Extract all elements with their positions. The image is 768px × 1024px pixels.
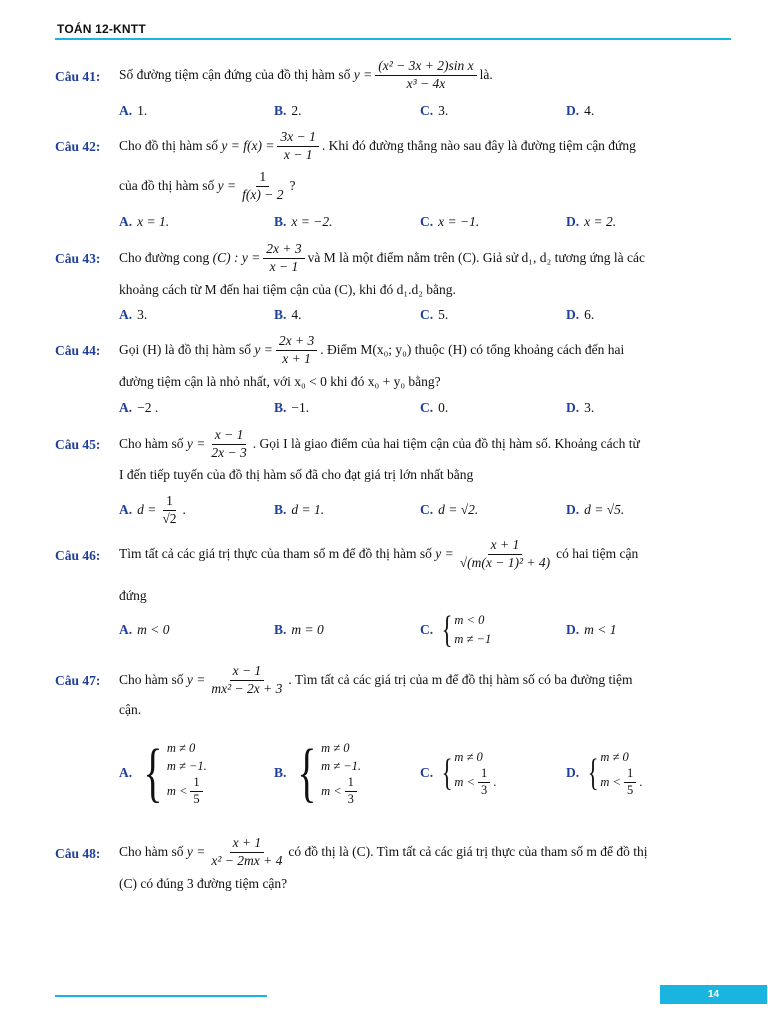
- denominator: 3: [480, 782, 488, 797]
- system-line: m ≠ −1.: [321, 759, 362, 774]
- numerator: x + 1: [488, 538, 523, 555]
- denominator: f(x) − 2: [242, 186, 284, 202]
- option-letter: D.: [566, 765, 580, 780]
- numerator: x − 1: [212, 428, 247, 445]
- denominator: x³ − 4x: [406, 75, 446, 91]
- option-d[interactable]: [566, 100, 594, 122]
- header-title: TOÁN 12-KNTT: [57, 22, 146, 36]
- option-letter: C.: [420, 400, 434, 415]
- answer-options: [119, 726, 719, 820]
- numerator: x + 1: [230, 836, 265, 853]
- system-lines: [600, 749, 642, 798]
- denominator: 3: [347, 791, 354, 806]
- question-label: Câu 45:: [55, 437, 101, 452]
- answer-options: [119, 100, 719, 122]
- option-text: x = 1.: [137, 214, 170, 229]
- answer-options: [119, 304, 719, 326]
- fraction: [375, 59, 476, 92]
- question-text: [119, 334, 624, 367]
- option-d[interactable]: [566, 397, 594, 419]
- option-letter: D.: [566, 622, 580, 637]
- fraction: [345, 776, 357, 807]
- question-label: Câu 48:: [55, 846, 101, 861]
- option-text: 3.: [584, 400, 595, 415]
- option-b[interactable]: [274, 100, 302, 122]
- function-name: y =: [217, 178, 237, 194]
- option-text: d = √5.: [584, 502, 625, 517]
- system-line: [321, 776, 361, 807]
- fraction: [208, 428, 249, 461]
- question-text: [119, 588, 147, 604]
- text: khoảng cách từ M đến hai tiệm cận của (C), khi đó d₁.d₂ bằng.: [119, 282, 456, 297]
- fraction: [263, 242, 304, 275]
- header-rule: [55, 38, 731, 40]
- system-lines: [321, 740, 361, 807]
- option-text: d = √2.: [438, 502, 479, 517]
- option-d[interactable]: [566, 726, 642, 820]
- option-b[interactable]: [274, 493, 324, 527]
- option-letter: B.: [274, 765, 287, 780]
- question-text: [119, 170, 295, 203]
- text: là.: [479, 67, 493, 83]
- fraction: [208, 836, 285, 869]
- function-name: y =: [254, 342, 273, 358]
- option-c[interactable]: [420, 610, 491, 650]
- option-letter: A.: [119, 103, 133, 118]
- option-text: d =: [137, 502, 157, 517]
- footer-rule: [55, 995, 267, 997]
- system-lines: [454, 749, 496, 798]
- question-text: [119, 467, 473, 483]
- option-letter: C.: [420, 307, 434, 322]
- inequality-text: m <: [166, 783, 188, 798]
- option-letter: D.: [566, 400, 580, 415]
- curly-brace: {: [441, 609, 453, 651]
- option-text: x = −1.: [438, 214, 480, 229]
- text: Số đường tiệm cận đứng của đồ thị hàm số: [119, 67, 351, 83]
- option-letter: D.: [566, 214, 580, 229]
- equation-system: [438, 611, 491, 649]
- option-d[interactable]: [566, 304, 594, 326]
- text: . Gọi I là giao điểm của hai tiệm cận của đồ thị hàm số. Khoảng cách từ: [252, 436, 640, 452]
- option-c[interactable]: [420, 726, 496, 820]
- system-line: [454, 767, 496, 798]
- text: Tìm tất cả các giá trị thực của tham số m để đồ thị hàm số: [119, 546, 432, 562]
- curly-brace: {: [143, 736, 163, 809]
- system-line: m ≠ 0: [166, 741, 196, 756]
- text: . Khi đó đường thẳng nào sau đây là đường tiệm cận đứng: [321, 138, 636, 154]
- function-name: y =: [186, 672, 206, 688]
- denominator: √(m(x − 1)² + 4): [459, 554, 551, 570]
- system-line: m < 0: [454, 613, 485, 627]
- system-line: m ≠ 0: [600, 750, 629, 765]
- option-b[interactable]: [274, 304, 302, 326]
- option-b[interactable]: [274, 211, 332, 233]
- option-c[interactable]: [420, 397, 448, 419]
- option-letter: A.: [119, 400, 133, 415]
- option-letter: B.: [274, 502, 287, 517]
- question-label: Câu 47:: [55, 673, 101, 688]
- option-letter: B.: [274, 307, 287, 322]
- denominator: 2x − 3: [211, 444, 247, 460]
- option-text: m < 0: [137, 622, 170, 637]
- fraction: [159, 494, 179, 527]
- text: . Tìm tất cả các giá trị của m để đồ thị hàm số có ba đường tiệm: [288, 672, 633, 688]
- option-text: x = 2.: [584, 214, 617, 229]
- option-text: −1.: [291, 400, 310, 415]
- option-d[interactable]: [566, 493, 624, 527]
- denominator: 5: [626, 782, 634, 797]
- option-c[interactable]: [420, 100, 448, 122]
- text: Cho hàm số: [119, 436, 184, 452]
- option-letter: D.: [566, 502, 580, 517]
- curly-brace: {: [441, 752, 453, 794]
- option-text: 3.: [438, 103, 449, 118]
- question-text: [119, 59, 493, 92]
- numerator: 2x + 3: [263, 242, 304, 259]
- question-text: [119, 836, 647, 869]
- option-c[interactable]: [420, 493, 478, 527]
- option-a[interactable]: [119, 493, 186, 527]
- text: Cho đồ thị hàm số: [119, 138, 219, 154]
- denominator: x − 1: [269, 258, 299, 274]
- option-text: 4.: [291, 307, 302, 322]
- option-letter: B.: [274, 622, 287, 637]
- option-b[interactable]: [274, 726, 361, 820]
- text: ?: [289, 178, 296, 194]
- question-text: [119, 242, 645, 275]
- numerator: 3x − 1: [277, 130, 318, 147]
- denominator: x − 1: [283, 146, 313, 162]
- option-text: 5.: [438, 307, 449, 322]
- option-c[interactable]: [420, 304, 448, 326]
- option-text: 0.: [438, 400, 449, 415]
- numerator: x − 1: [230, 664, 265, 681]
- question-label: Câu 42:: [55, 139, 101, 154]
- fraction: [208, 664, 285, 697]
- question-text: [119, 374, 441, 390]
- text: (C) có đúng 3 đường tiệm cận?: [119, 876, 288, 891]
- question-text: [119, 538, 638, 571]
- question-text: [119, 876, 287, 892]
- function-name: (C) : y =: [212, 250, 261, 266]
- option-text: 1.: [137, 103, 148, 118]
- option-text: x = −2.: [291, 214, 333, 229]
- option-d[interactable]: [566, 211, 616, 233]
- option-text: 3.: [137, 307, 148, 322]
- equation-system: [584, 749, 642, 798]
- text: Cho hàm số: [119, 844, 184, 860]
- numerator: 2x + 3: [276, 334, 317, 351]
- text: của đồ thị hàm số: [119, 178, 215, 194]
- question-text: [119, 702, 141, 718]
- numerator: 1: [624, 767, 636, 783]
- option-text: −2 .: [137, 400, 159, 415]
- option-text: d = 1.: [291, 502, 325, 517]
- option-letter: A.: [119, 622, 133, 637]
- system-line: m ≠ −1: [454, 632, 492, 646]
- answer-options: [119, 397, 719, 419]
- option-text: m < 1: [584, 622, 617, 637]
- option-letter: D.: [566, 307, 580, 322]
- denominator: 5: [193, 791, 200, 806]
- question-text: [119, 428, 640, 461]
- question-label: Câu 46:: [55, 548, 101, 563]
- option-a[interactable]: [119, 100, 147, 122]
- option-d[interactable]: [566, 610, 616, 650]
- function-name: y =: [353, 67, 373, 83]
- numerator: 1: [256, 170, 269, 187]
- equation-system: [438, 749, 496, 798]
- text: . Điểm M(x₀; y₀) thuộc (H) có tổng khoảng cách đến hai: [320, 342, 625, 358]
- text: có đồ thị là (C). Tìm tất cả các giá trị thực của tham số m để đồ thị: [288, 844, 648, 860]
- function-name: y =: [186, 844, 206, 860]
- option-a[interactable]: [119, 397, 158, 419]
- system-line: [600, 767, 642, 798]
- system-lines: [454, 611, 491, 649]
- function-name: y =: [186, 436, 206, 452]
- system-lines: [167, 740, 207, 807]
- fraction: [276, 334, 317, 367]
- fraction: [624, 767, 636, 798]
- text: cận.: [119, 702, 142, 717]
- text: và M là một điểm nằm trên (C). Giả sử d₁, d₂ tương ứng là các: [307, 250, 645, 266]
- inequality-text: m <: [321, 783, 342, 798]
- numerator: 1: [190, 776, 202, 792]
- option-letter: B.: [274, 214, 287, 229]
- text: Cho hàm số: [119, 672, 184, 688]
- option-text: 2.: [291, 103, 302, 118]
- denominator: x² − 2mx + 4: [211, 852, 283, 868]
- denominator: √2: [162, 510, 177, 526]
- text: I đến tiếp tuyến của đồ thị hàm số đã cho đạt giá trị lớn nhất bằng: [119, 467, 474, 482]
- page-number-badge: 14: [660, 985, 767, 1004]
- option-text: .: [182, 502, 186, 517]
- denominator: x + 1: [282, 350, 311, 366]
- option-letter: C.: [420, 765, 434, 780]
- option-letter: D.: [566, 103, 580, 118]
- fraction: [478, 767, 490, 798]
- option-text: 6.: [584, 307, 595, 322]
- fraction: [277, 130, 318, 163]
- question-text: [119, 664, 633, 697]
- question-label: Câu 43:: [55, 251, 101, 266]
- inequality-text: .: [639, 774, 643, 789]
- equation-system: [137, 736, 207, 809]
- option-a[interactable]: [119, 726, 207, 820]
- system-line: m ≠ 0: [454, 750, 483, 765]
- option-letter: C.: [420, 214, 434, 229]
- question-label: Câu 44:: [55, 343, 101, 358]
- answer-options: [119, 493, 719, 527]
- system-line: m ≠ 0: [321, 741, 350, 756]
- numerator: 1: [478, 767, 490, 783]
- inequality-text: m <: [600, 774, 621, 789]
- option-letter: C.: [420, 502, 434, 517]
- question-text: [119, 282, 456, 298]
- text: Gọi (H) là đồ thị hàm số: [119, 342, 251, 358]
- text: đường tiệm cận là nhỏ nhất, với x₀ < 0 khi đó x₀ + y₀ bằng?: [119, 374, 441, 389]
- fraction: [457, 538, 553, 571]
- option-letter: C.: [420, 103, 434, 118]
- option-text: m = 0: [291, 622, 324, 637]
- option-a[interactable]: [119, 211, 169, 233]
- question-label: Câu 41:: [55, 69, 101, 84]
- question-text: [119, 130, 636, 163]
- option-letter: A.: [119, 502, 133, 517]
- numerator: 1: [345, 776, 357, 792]
- option-a[interactable]: [119, 304, 147, 326]
- option-letter: A.: [119, 214, 133, 229]
- option-letter: A.: [119, 765, 133, 780]
- fraction: [190, 776, 202, 807]
- function-name: y = f(x) =: [221, 138, 275, 154]
- option-c[interactable]: [420, 211, 479, 233]
- option-letter: A.: [119, 307, 133, 322]
- answer-options: [119, 211, 719, 233]
- system-line: [167, 776, 207, 807]
- option-b[interactable]: [274, 397, 309, 419]
- fraction: [239, 170, 286, 203]
- option-text: 4.: [584, 103, 595, 118]
- text: Cho đường cong: [119, 250, 210, 266]
- inequality-text: .: [493, 774, 497, 789]
- curly-brace: {: [297, 736, 317, 809]
- equation-system: [291, 736, 362, 809]
- option-a[interactable]: [119, 610, 169, 650]
- text: có hai tiệm cận: [556, 546, 639, 562]
- inequality-text: m <: [454, 774, 475, 789]
- option-letter: C.: [420, 622, 434, 637]
- numerator: (x² − 3x + 2)sin x: [375, 59, 476, 76]
- option-letter: B.: [274, 400, 287, 415]
- answer-options: [119, 610, 719, 650]
- function-name: y =: [435, 546, 454, 562]
- option-letter: B.: [274, 103, 287, 118]
- denominator: mx² − 2x + 3: [211, 680, 283, 696]
- curly-brace: {: [587, 752, 599, 794]
- text: đứng: [119, 588, 147, 603]
- system-line: m ≠ −1.: [166, 759, 207, 774]
- option-b[interactable]: [274, 610, 324, 650]
- numerator: 1: [163, 494, 176, 511]
